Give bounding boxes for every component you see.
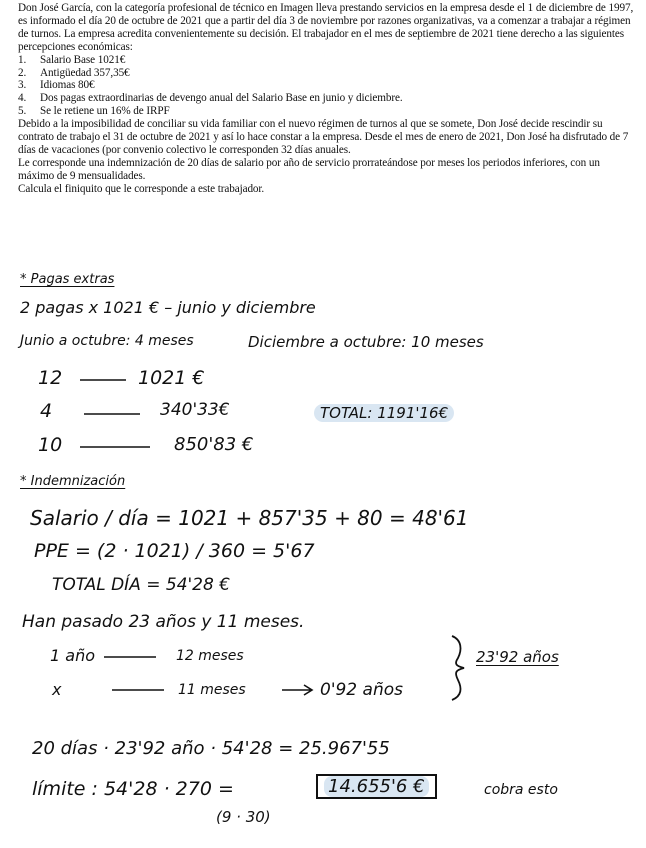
problem-question: Calcula el finiquito que le corresponde a este trabajador. [18,182,265,195]
limite-sub: (9 · 30) [216,808,271,826]
problem-intro: Don José García, con la categoría profesional de técnico en Imagen lleva prestando servicios en la empresa desde el 1 de diciembre de 1997, es informado el día 20 de octubre de 2021 que a partir del día 3 de noviembre por razones organizativas, va a comenzar a trabajar a régimen de turnos. La empresa acredita convenientemente su decisión. El trabajador en el mes de septiembre de 2021 tiene derecho a las siguientes percepciones económicas: [18,2,634,53]
earnings-list [18,54,634,119]
veinte-dias: 20 días · 23'92 año · 54'28 = 25.967'55 [32,738,390,759]
rule2-a-left: 1 año [50,646,95,665]
limite-note: cobra esto [484,782,558,798]
rule-a-left: 12 [38,367,63,389]
rule-b-right: 340'33€ [160,400,230,420]
limite-label: límite : 54'28 · 270 = [32,778,234,800]
pagas-line-2b: Diciembre a octubre: 10 meses [248,333,484,351]
list-item: 2. Antigüedad 357,35€ [18,66,130,79]
list-item: 3. Idiomas 80€ [18,79,95,92]
total-dia: TOTAL DÍA = 54'28 € [52,575,231,595]
problem-paragraph-2: Debido a la imposibilidad de conciliar su vida familiar con el nuevo régimen de turnos al que se somete, Don José decide rescindir su contrato de trabajo el 31 de octubre de 2021 y así lo hace constar a la empresa. Desde el mes de enero de 2021, Don José ha disfrutado de 7 días de vacaciones (por convenio colectivo le corresponden 32 días anuales. [18,118,629,156]
anos-total: 23'92 años [476,648,559,666]
han-pasado: Han pasado 23 años y 11 meses. [22,612,305,632]
rule2-b-left: x [52,680,62,699]
list-item: 1. Salario Base 1021€ [18,53,126,66]
pagas-line-1: 2 pagas x 1021 € – junio y diciembre [20,298,316,317]
brace-icon [452,636,464,700]
limite-value: 14.655'6 € [316,776,437,797]
ppe-calc: PPE = (2 · 1021) / 360 = 5'67 [34,540,315,562]
rule2-a-right: 12 meses [176,648,244,664]
rule-a-right: 1021 € [138,367,205,389]
problem-statement [18,2,634,196]
list-item: 5. Se le retiene un 16% de IRPF [18,105,170,118]
list-item: 4. Dos pagas extraordinarias de devengo anual del Salario Base en junio y diciembre. [18,92,403,105]
indemnizacion-title: * Indemnización [20,474,126,489]
salario-dia: Salario / día = 1021 + 857'35 + 80 = 48'61 [30,506,469,530]
rule-b-left: 4 [40,400,53,422]
rule2-b-result: 0'92 años [320,680,403,700]
rule2-b-right: 11 meses [178,682,246,698]
pagas-line-2a: Junio a octubre: 4 meses [20,333,194,349]
pagas-total: TOTAL: 1191'16€ [314,404,454,422]
arrow-icon [282,685,312,695]
problem-paragraph-3: Le corresponde una indemnización de 20 días de salario por año de servicio prorrateándose por meses los periodos inferiores, con un máximo de 9 mensualidades. [18,156,600,182]
rule-c-right: 850'83 € [174,434,254,455]
pagas-title: * Pagas extras [20,272,115,287]
rule-c-left: 10 [38,434,63,456]
